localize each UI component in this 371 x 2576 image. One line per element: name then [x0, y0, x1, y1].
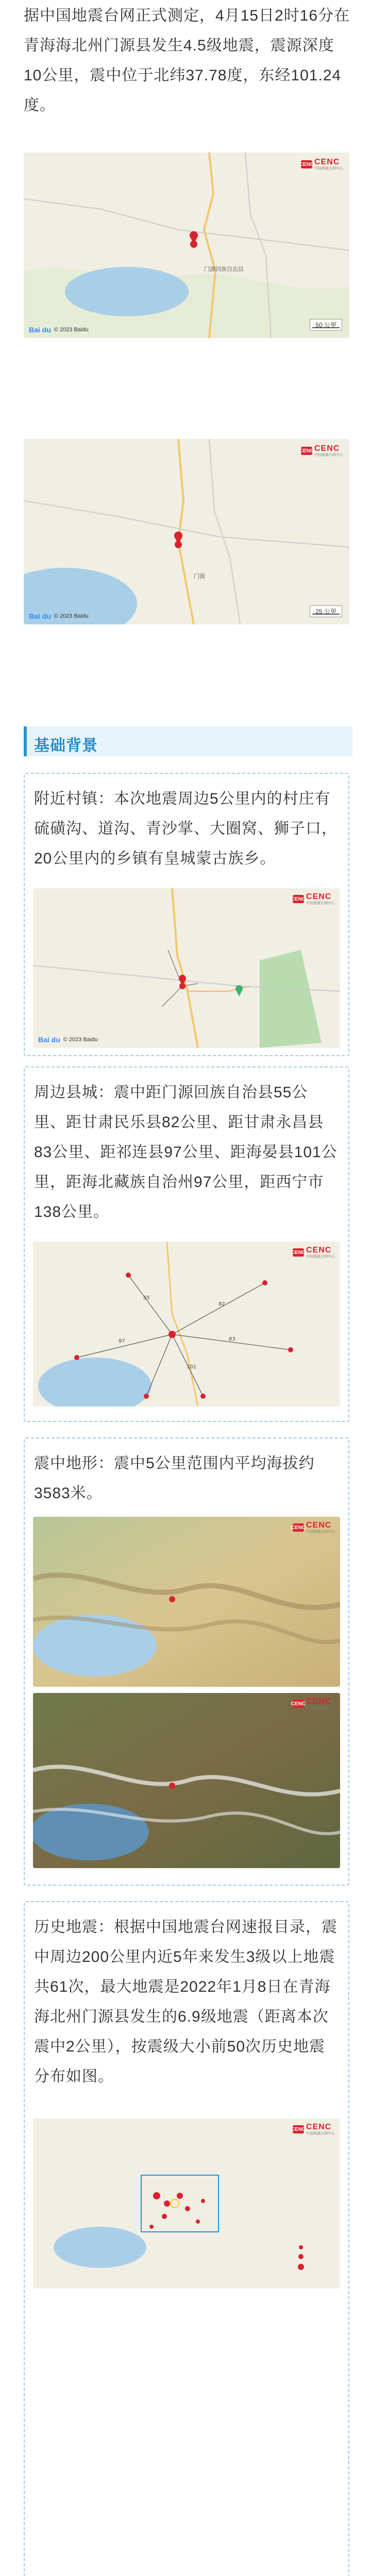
epicenter-marker	[169, 1596, 175, 1602]
map2-place-label: 门源	[194, 573, 205, 580]
baidu-attribution: Bai du © 2023 Baidu	[38, 1036, 98, 1044]
card-nearby-counties	[24, 1066, 349, 1422]
card-terrain	[24, 1437, 349, 1886]
distance-label: 97	[119, 1338, 125, 1344]
distance-label: 55	[143, 1295, 150, 1301]
map1-scale-bar: 50 公里	[310, 319, 342, 331]
map-graphic	[33, 1693, 340, 1868]
card-nearby-villages	[24, 773, 349, 1056]
baidu-attribution: Bai du © 2023 Baidu	[29, 612, 89, 620]
map-graphic	[33, 888, 340, 1048]
history-map[interactable]	[33, 2119, 340, 2289]
cenc-logo: CENC CENC 中国地震台网中心	[299, 158, 343, 171]
epicenter-map-zoom[interactable]	[24, 439, 349, 624]
distance-label: 82	[218, 1301, 225, 1307]
villages-text: 附近村镇：本次地震周边5公里内的村庄有硫磺沟、道沟、青沙掌、大圈窝、狮子口，20公里内的乡镇有皇城蒙古族乡。	[34, 790, 338, 867]
map-graphic	[24, 439, 349, 624]
baidu-attribution: Bai du © 2023 Baidu	[29, 326, 89, 334]
cenc-logo: CENC CENC 中国地震台网中心	[291, 1521, 335, 1534]
cenc-logo: CENC CENC 中国地震台网中心	[291, 1697, 335, 1710]
history-text: 历史地震：根据中国地震台网速报目录，震中周边200公里内近5年来发生3级以上地震共61次，最大地震是2022年1月8日在青海海北州门源县发生的6.9级地震（距离本次震中2公里），按震级大小前50次历史地震分布如图。	[34, 1919, 338, 2085]
card-history	[24, 1901, 349, 2576]
cenc-logo: CENC CENC 中国地震台网中心	[299, 444, 343, 457]
counties-map[interactable]	[33, 1242, 340, 1406]
epicenter-marker	[169, 1783, 175, 1789]
cenc-logo: CENC CENC 中国地震台网中心	[291, 1246, 335, 1259]
distance-label: 101	[187, 1364, 197, 1370]
map-graphic	[33, 2119, 340, 2289]
map-graphic	[33, 1517, 340, 1687]
cenc-logo: CENC CENC 中国地震台网中心	[291, 2123, 335, 2136]
terrain-text: 震中地形：震中5公里范围内平均海拔约3583米。	[34, 1455, 315, 1502]
map2-scale-bar: 25 公里	[310, 605, 342, 617]
intro-paragraph: 据中国地震台网正式测定，4月15日2时16分在青海海北州门源县发生4.5级地震，震源深度10公里，震中位于北纬37.78度，东经101.24度。	[24, 7, 350, 114]
terrain-map-satellite[interactable]	[33, 1693, 340, 1868]
cenc-logo: CENC CENC 中国地震台网中心	[291, 892, 335, 905]
villages-map[interactable]	[33, 888, 340, 1048]
section-title: 基础背景	[34, 737, 98, 754]
map1-place-label: 门源回族自治县	[204, 266, 244, 273]
terrain-map-relief[interactable]	[33, 1517, 340, 1687]
map-graphic	[33, 1242, 340, 1406]
counties-text: 周边县城：震中距门源回族自治县55公里、距甘肃民乐县82公里、距甘肃永昌县83公里、距祁连县97公里、距海晏县101公里，距海北藏族自治州97公里，距西宁市138公里。	[34, 1084, 338, 1221]
distance-label: 83	[229, 1336, 235, 1342]
map-graphic	[24, 152, 349, 338]
epicenter-marker	[168, 1331, 176, 1338]
section-header	[24, 726, 352, 756]
epicenter-map-wide[interactable]	[24, 152, 349, 338]
